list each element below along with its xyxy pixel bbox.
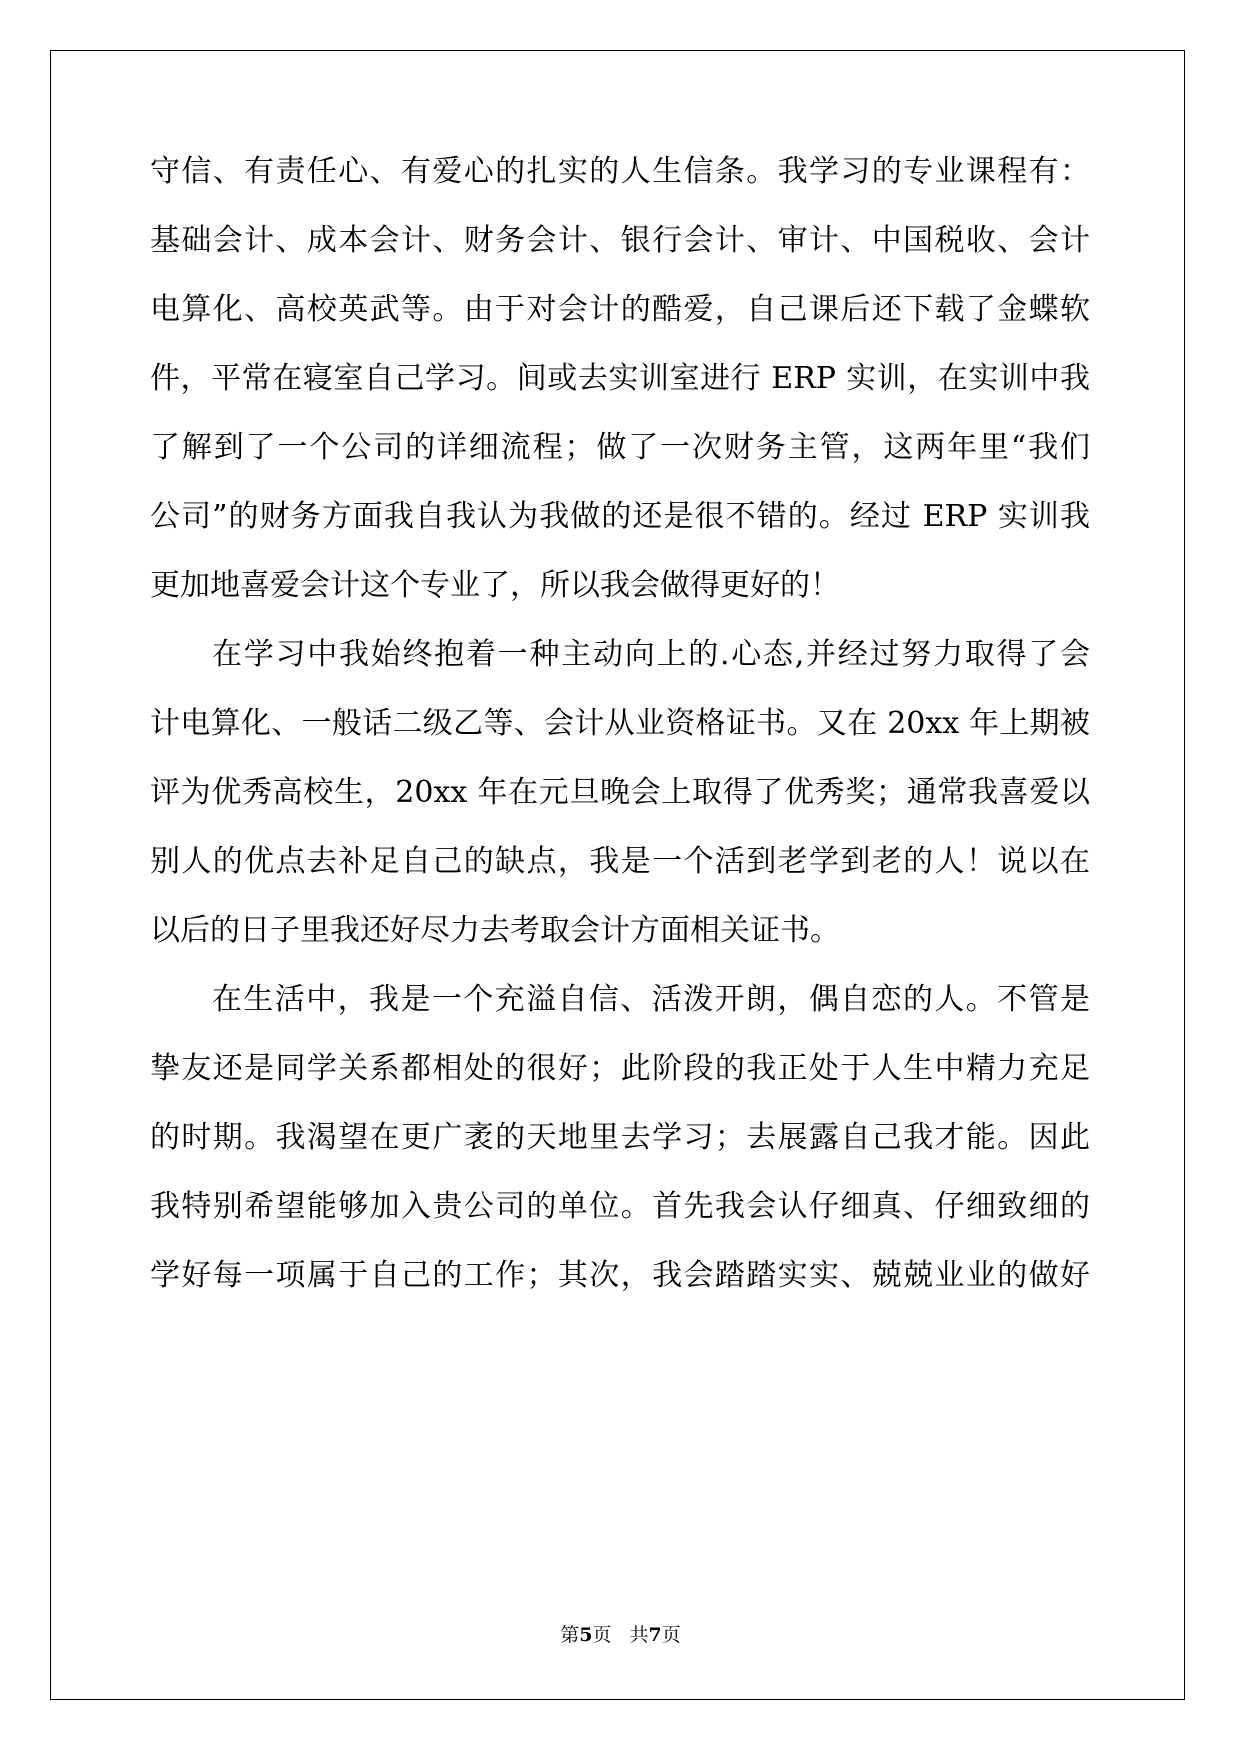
page-total-number: 7	[648, 1624, 662, 1646]
body-line-2: 基础会计、成本会计、财务会计、银行会计、审计、中国税收、会计	[150, 223, 1090, 258]
body-line-13: 在生活中，我是一个充溢自信、活泼开朗，偶自恋的人。不管是	[212, 982, 1090, 1017]
body-line-8: 在学习中我始终抱着一种主动向上的.心态,并经过努力取得了会	[212, 637, 1090, 672]
body-line-15: 的时期。我渴望在更广袤的天地里去学习；去展露自己我才能。因此	[150, 1120, 1090, 1155]
body-line-7: 更加地喜爱会计这个专业了，所以我会做得更好的！	[150, 568, 840, 603]
body-line-11: 别人的优点去补足自己的缺点，我是一个活到老学到老的人！说以在	[150, 844, 1090, 879]
body-line-14: 挚友还是同学关系都相处的很好；此阶段的我正处于人生中精力充足	[150, 1051, 1090, 1086]
body-line-6: 公司”的财务方面我自我认为我做的还是很不错的。经过 ERP 实训我	[150, 499, 1090, 534]
page-prefix: 第	[560, 1624, 580, 1646]
body-line-10: 评为优秀高校生，20xx 年在元旦晚会上取得了优秀奖；通常我喜爱以	[150, 775, 1090, 810]
page-current-number: 5	[579, 1624, 593, 1646]
body-line-16: 我特别希望能够加入贵公司的单位。首先我会认仔细真、仔细致细的	[150, 1189, 1090, 1224]
total-prefix: 共	[629, 1624, 649, 1646]
body-line-4: 件，平常在寝室自己学习。间或去实训室进行 ERP 实训，在实训中我	[150, 361, 1090, 396]
body-line-5: 了解到了一个公司的详细流程；做了一次财务主管，这两年里“我们	[150, 430, 1090, 465]
body-line-12: 以后的日子里我还好尽力去考取会计方面相关证书。	[150, 913, 840, 948]
page-footer	[0, 1623, 1241, 1647]
total-unit: 页	[661, 1624, 681, 1646]
body-line-3: 电算化、高校英武等。由于对会计的酷爱，自己课后还下载了金蝶软	[150, 292, 1090, 327]
body-line-17: 学好每一项属于自己的工作；其次，我会踏踏实实、兢兢业业的做好	[150, 1258, 1090, 1293]
page-unit: 页	[592, 1624, 612, 1646]
body-line-1: 守信、有责任心、有爱心的扎实的人生信条。我学习的专业课程有：	[150, 154, 1090, 189]
body-line-9: 计电算化、一般话二级乙等、会计从业资格证书。又在 20xx 年上期被	[150, 706, 1090, 741]
